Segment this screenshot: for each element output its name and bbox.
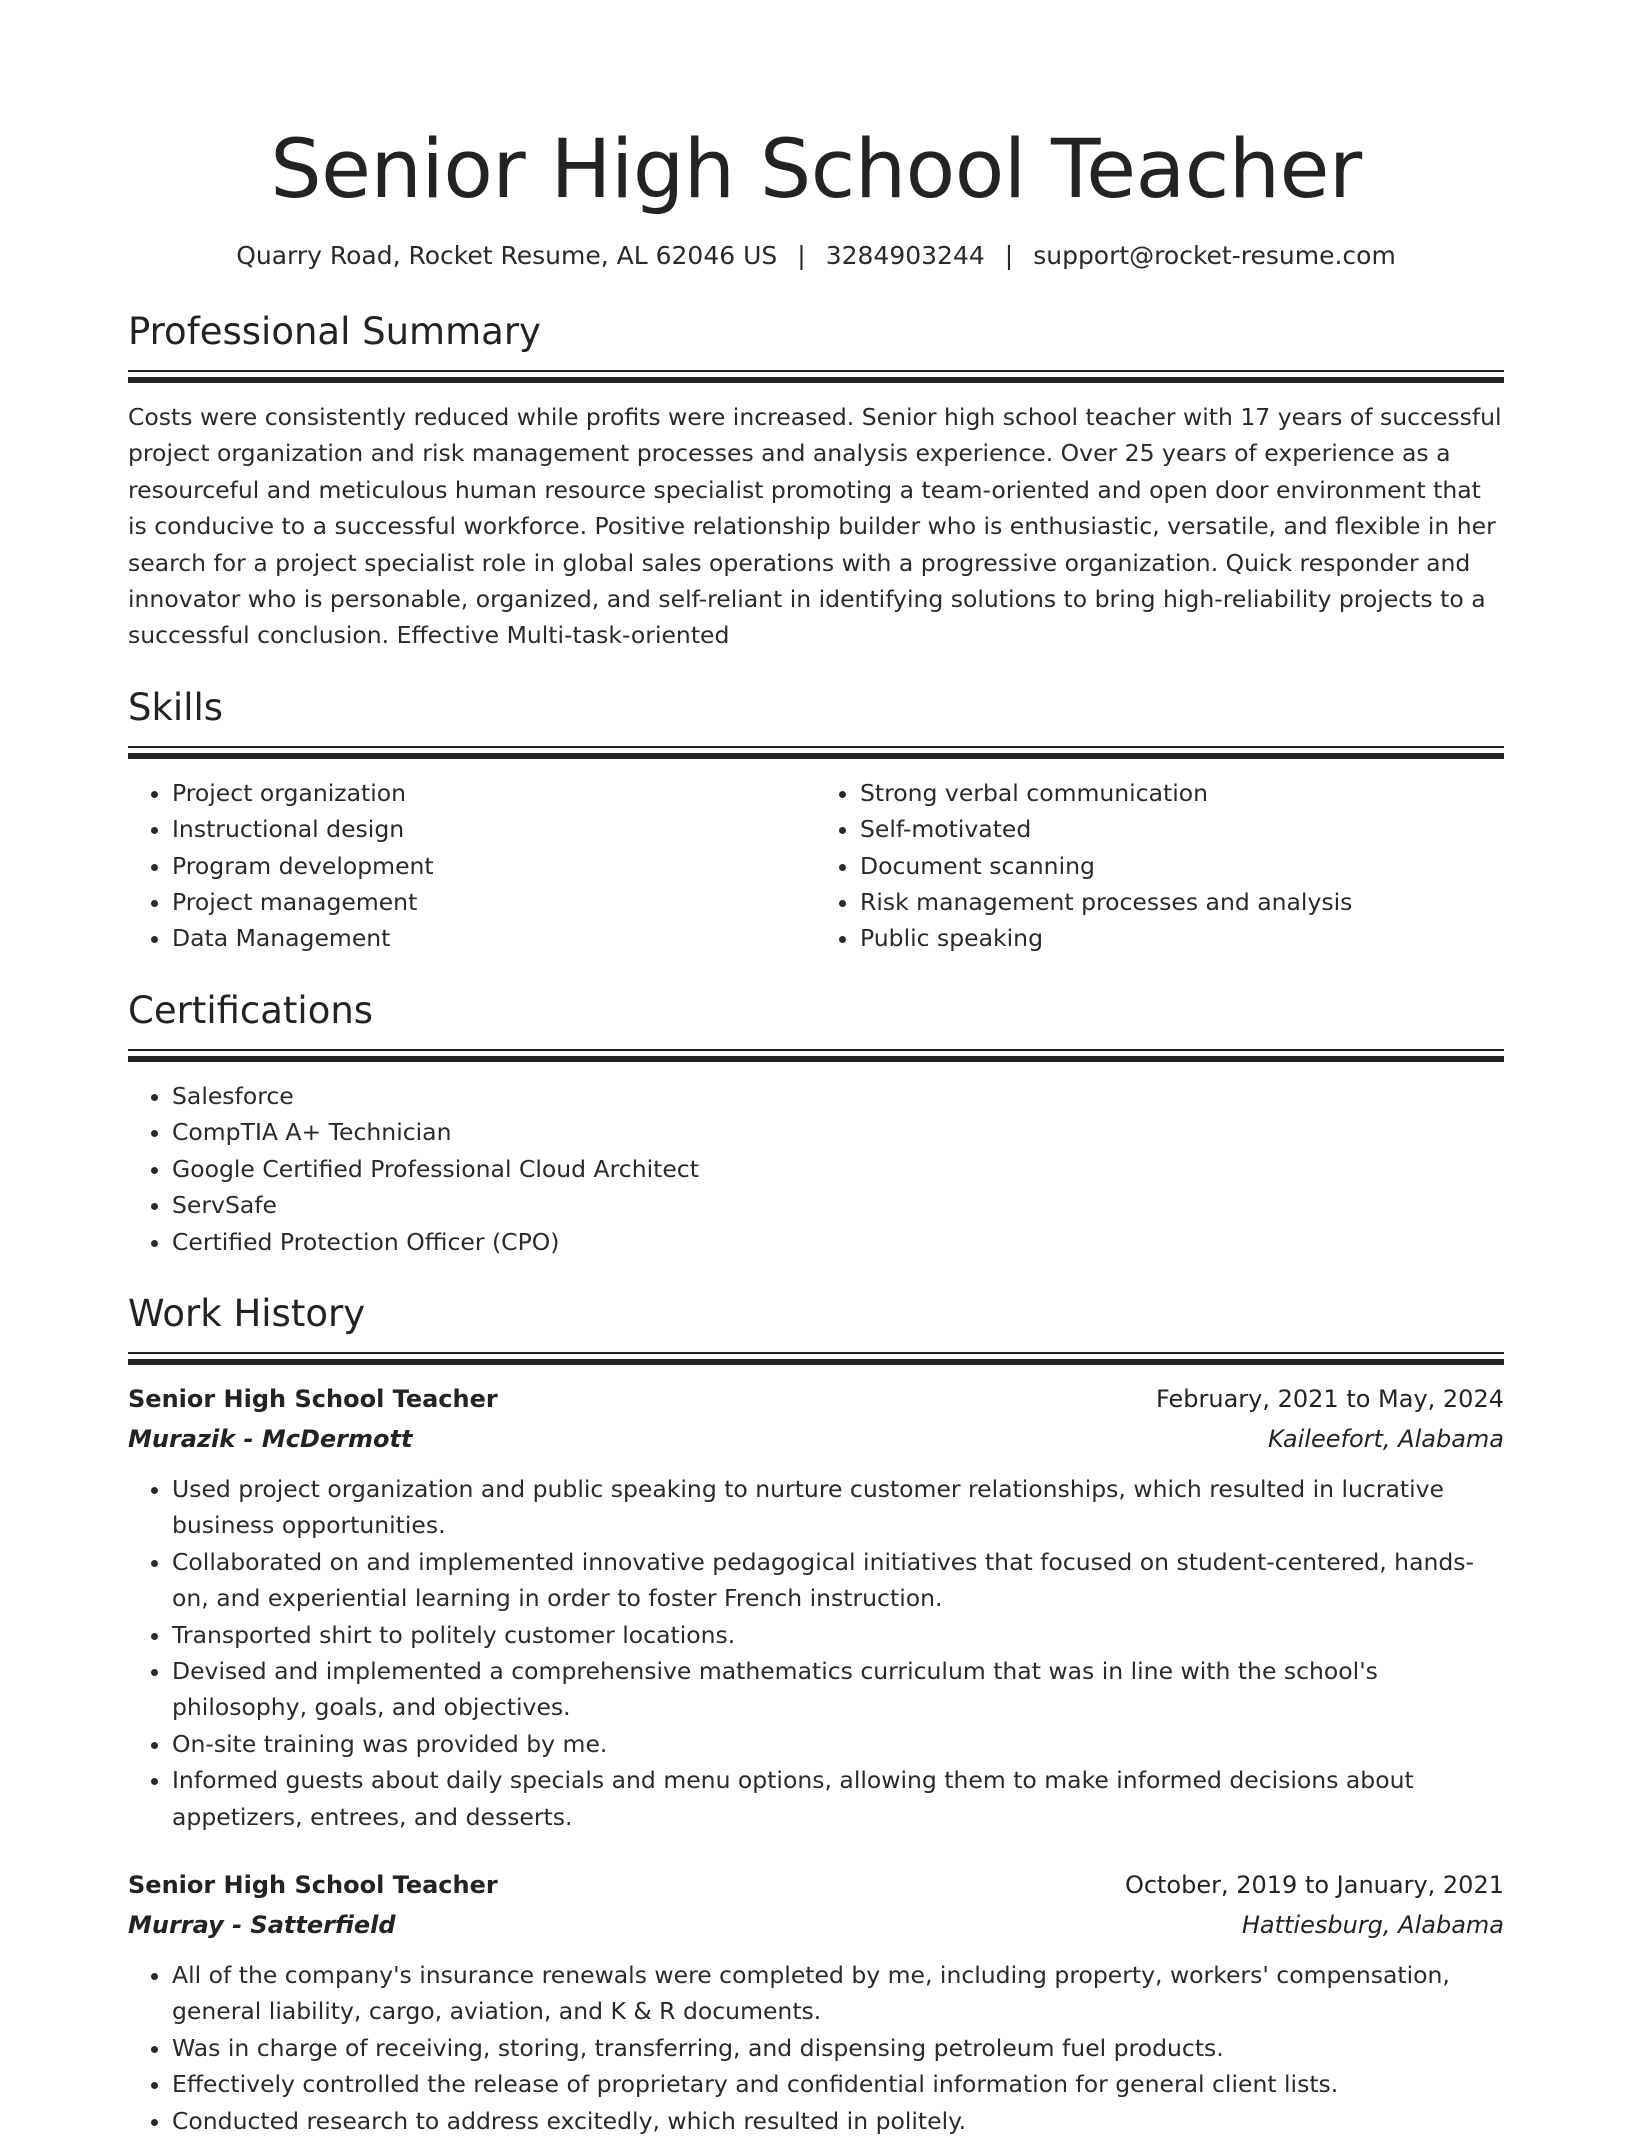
job-bullet: • Devised and implemented a comprehensive mathematics curriculum that was in line with the school's philosophy, goals, and objectives. (172, 1653, 1504, 1726)
contact-email: support@rocket-resume.com (1033, 241, 1396, 270)
skill-item: • Risk management processes and analysis (860, 884, 1504, 920)
certification-item: • Certified Protection Officer (CPO) (172, 1224, 1504, 1260)
skills-list-left (128, 775, 816, 957)
section-divider (128, 370, 1504, 385)
contact-address: Quarry Road, Rocket Resume, AL 62046 US (236, 241, 778, 270)
job-bullet: • All of the company's insurance renewals were completed by me, including property, workers' compensation, general liability, cargo, aviation, and K & R documents. (172, 1957, 1504, 2030)
skill-item: • Instructional design (172, 811, 816, 847)
certification-item: • Google Certified Professional Cloud Architect (172, 1151, 1504, 1187)
skills-section (128, 684, 1504, 957)
job-bullet: • Informed guests about daily specials and menu options, allowing them to make informed decisions about appetizers, entrees, and desserts. (172, 1762, 1504, 1835)
section-divider (128, 1049, 1504, 1064)
job-entry (128, 1865, 1504, 2139)
job-header (128, 1865, 1504, 1905)
job-bullet: • Collaborated on and implemented innovative pedagogical initiatives that focused on student-centered, hands-on, and experiential learning in order to foster French instruction. (172, 1544, 1504, 1617)
section-title-summary: Professional Summary (128, 310, 541, 353)
job-bullet: • Conducted research to address excitedly, which resulted in politely. (172, 2103, 1504, 2139)
section-title-work-history: Work History (128, 1291, 366, 1335)
certification-item: • ServSafe (172, 1187, 1504, 1223)
certifications-list (128, 1078, 1504, 1260)
job-title: Senior High School Teacher (128, 1384, 498, 1413)
job-bullet: • Transported shirt to politely customer locations. (172, 1617, 1504, 1653)
resume-page (128, 0, 1504, 2139)
summary-text: Costs were consistently reduced while profits were increased. Senior high school teacher with 17 years of successful project organization and risk management processes and analysis experience. Over 25 years of experience as a resourceful and meticulous human resource specialist promoting a team-oriented and open door environment that is conducive to a successful workforce. Positive relationship builder who is enthusiastic, versatile, and flexible in her search for a project specialist role in global sales operations with a progressive organization. Quick responder and innovator who is personable, organized, and self-reliant in identifying solutions to bring high-reliability projects to a successful conclusion. Effective Multi-task-oriented (128, 403, 1502, 650)
contact-separator: | (1004, 241, 1014, 270)
job-header (128, 1379, 1504, 1419)
skill-item: • Data Management (172, 920, 816, 956)
job-location: Kaileefort, Alabama (1268, 1424, 1504, 1453)
contact-line (128, 238, 1504, 274)
skill-item: • Public speaking (860, 920, 1504, 956)
skills-list-right (816, 775, 1504, 957)
skill-item: • Project management (172, 884, 816, 920)
certifications-section (128, 987, 1504, 1260)
summary-section (128, 308, 1504, 654)
job-subheader (128, 1905, 1504, 1945)
skills-grid (128, 775, 1504, 957)
resume-name: Senior High School Teacher (270, 123, 1362, 217)
job-title: Senior High School Teacher (128, 1870, 498, 1899)
section-divider (128, 746, 1504, 761)
job-company: Murray - Satterfield (128, 1910, 396, 1939)
job-subheader (128, 1419, 1504, 1459)
skill-item: • Program development (172, 848, 816, 884)
skill-item: • Project organization (172, 775, 816, 811)
section-divider (128, 1352, 1504, 1367)
contact-separator: | (797, 241, 806, 270)
job-location: Hattiesburg, Alabama (1241, 1910, 1504, 1939)
certification-item: • Salesforce (172, 1078, 1504, 1114)
job-bullet: • Used project organization and public speaking to nurture customer relationships, which resulted in lucrative business opportunities. (172, 1471, 1504, 1544)
job-bullets (128, 1471, 1504, 1835)
job-company: Murazik - McDermott (128, 1424, 413, 1453)
job-bullet: • Was in charge of receiving, storing, transferring, and dispensing petroleum fuel products. (172, 2030, 1504, 2066)
job-bullet: • Effectively controlled the release of proprietary and confidential information for general client lists. (172, 2066, 1504, 2102)
skill-item: • Document scanning (860, 848, 1504, 884)
job-entry (128, 1379, 1504, 1835)
job-bullet: • On-site training was provided by me. (172, 1726, 1504, 1762)
job-dates: October, 2019 to January, 2021 (1124, 1870, 1504, 1899)
job-dates: February, 2021 to May, 2024 (1156, 1384, 1504, 1413)
section-title-skills: Skills (128, 685, 224, 729)
work-history-section (128, 1290, 1504, 2139)
contact-phone: 3284903244 (825, 241, 985, 270)
certification-item: • CompTIA A+ Technician (172, 1114, 1504, 1150)
skill-item: • Strong verbal communication (860, 775, 1504, 811)
section-title-certifications: Certifications (128, 988, 374, 1032)
skill-item: • Self-motivated (860, 811, 1504, 847)
